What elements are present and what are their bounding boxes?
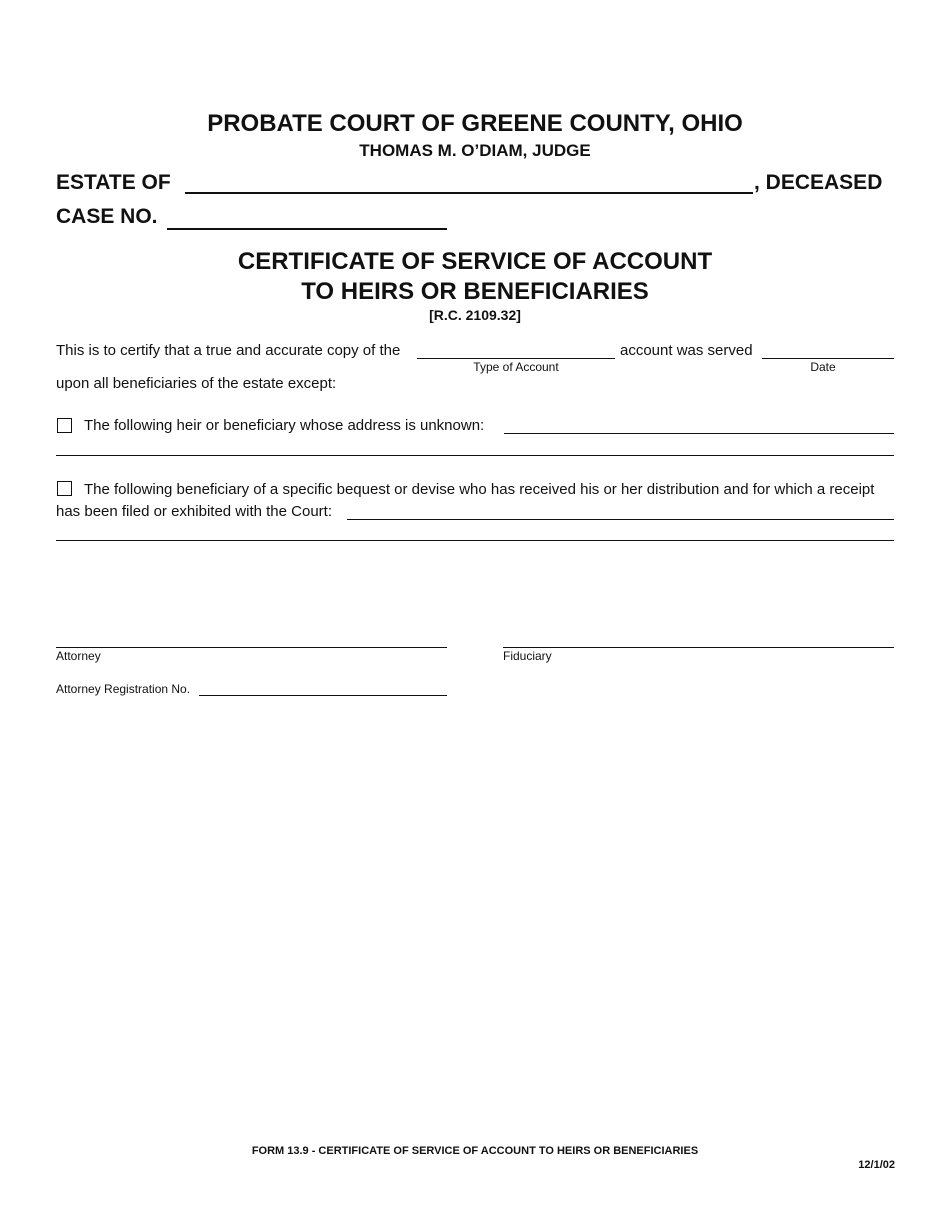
- certify-text-part2: account was served: [620, 342, 753, 359]
- form-title-line1: CERTIFICATE OF SERVICE OF ACCOUNT: [237, 248, 713, 275]
- fiduciary-signature-line[interactable]: [503, 647, 894, 648]
- case-number-field[interactable]: [167, 228, 447, 230]
- unknown-address-checkbox[interactable]: [57, 418, 72, 433]
- type-of-account-field[interactable]: [417, 358, 615, 359]
- specific-bequest-field-line2[interactable]: [56, 540, 894, 541]
- estate-label: ESTATE OF: [56, 171, 171, 194]
- specific-bequest-label-line2: has been filed or exhibited with the Court:: [56, 503, 332, 520]
- unknown-address-label: The following heir or beneficiary whose address is unknown:: [84, 417, 485, 434]
- form-title-line2: TO HEIRS OR BENEFICIARIES: [301, 278, 649, 305]
- judge-name: THOMAS M. O’DIAM, JUDGE: [359, 141, 591, 160]
- attorney-signature-line[interactable]: [56, 647, 447, 648]
- fiduciary-caption: Fiduciary: [503, 649, 552, 663]
- specific-bequest-label-line1: The following beneficiary of a specific bequest or devise who has received his or her distribution and for which a receipt: [84, 481, 875, 498]
- specific-bequest-checkbox[interactable]: [57, 481, 72, 496]
- specific-bequest-field[interactable]: [347, 519, 894, 520]
- statute-reference: [R.C. 2109.32]: [429, 307, 521, 323]
- date-served-field[interactable]: [762, 358, 894, 359]
- attorney-registration-field[interactable]: [199, 695, 447, 696]
- case-number-label: CASE NO.: [56, 205, 158, 228]
- deceased-label: , DECEASED: [754, 171, 883, 194]
- estate-name-field[interactable]: [185, 192, 753, 194]
- form-footer: FORM 13.9 - CERTIFICATE OF SERVICE OF ACCOUNT TO HEIRS OR BENEFICIARIES: [251, 1145, 699, 1157]
- certify-text-line2: upon all beneficiaries of the estate except:: [56, 375, 337, 392]
- form-revision-date: 12/1/02: [858, 1159, 895, 1171]
- date-caption: Date: [810, 360, 836, 374]
- attorney-caption: Attorney: [56, 649, 101, 663]
- unknown-address-field[interactable]: [504, 433, 894, 434]
- unknown-address-field-line2[interactable]: [56, 455, 894, 456]
- attorney-registration-label: Attorney Registration No.: [56, 682, 191, 696]
- type-of-account-caption: Type of Account: [473, 360, 559, 374]
- certify-text-part1: This is to certify that a true and accurate copy of the: [56, 342, 401, 359]
- court-title: PROBATE COURT OF GREENE COUNTY, OHIO: [207, 110, 743, 137]
